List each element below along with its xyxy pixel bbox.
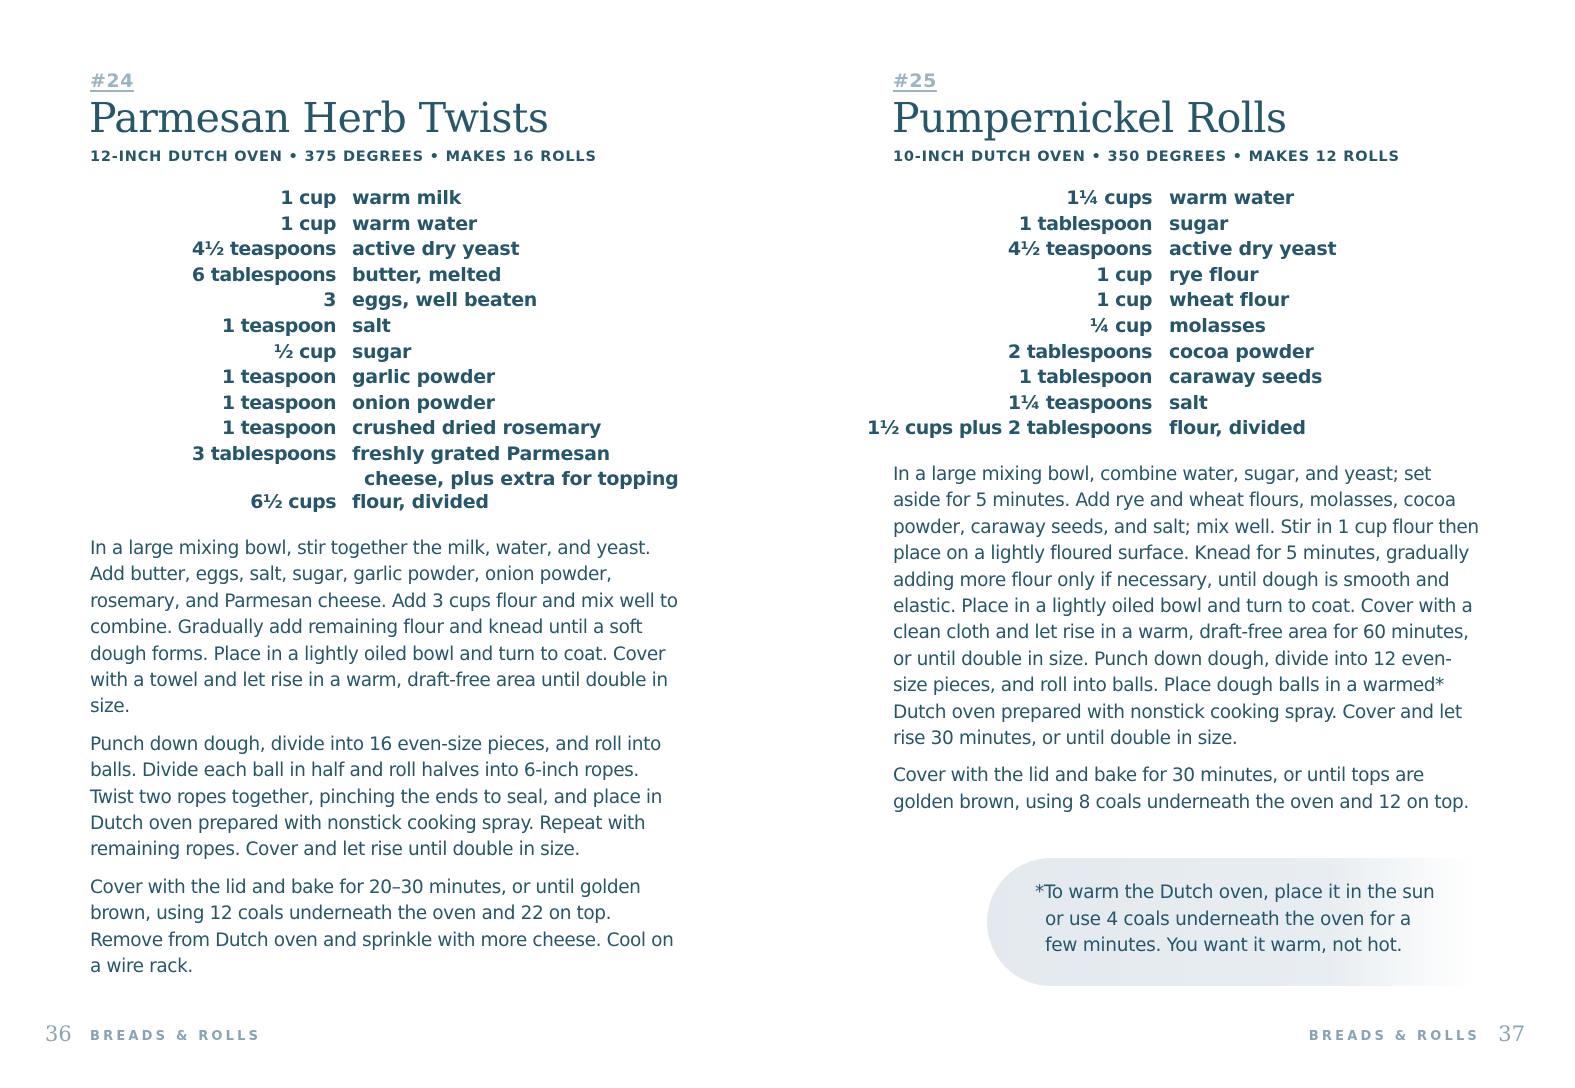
ingredient-quantity: 4½ teaspoons: [191, 238, 336, 261]
ingredient-quantity: 2 tablespoons: [1007, 340, 1152, 363]
running-head: BREADS & ROLLS: [1308, 1029, 1480, 1044]
ingredient-quantity: 1½ cups plus 2 tablespoons: [867, 417, 1152, 440]
ingredient-quantity: 3: [323, 289, 336, 312]
ingredient-name: active dry yeast: [1169, 238, 1337, 261]
ingredient-quantity: 1¼ teaspoons: [1007, 391, 1152, 414]
method-paragraph: Punch down dough, divide into 16 even-size pieces, and roll into balls. Divide each ball in half and roll halves into 6-inch ropes. Twist two ropes together, pinching the ends to seal, and place in Dutch oven prepared with nonstick cooking spray. Repeat with remaining ropes. Cover and let rise until double in size.: [90, 733, 662, 861]
footnote-line: *To warm the Dutch oven, place it in the sun: [1035, 882, 1435, 903]
ingredient-row: [787, 288, 1575, 314]
ingredient-row: [0, 288, 787, 314]
method-paragraph: In a large mixing bowl, combine water, sugar, and yeast; set aside for 5 minutes. Add rye and wheat flours, molasses, cocoa powder, caraway seeds, and salt; mix well. Stir in 1 cup flour then place on a lightly floured surface. Knead for 5 minutes, gradually adding more flour only if necessary, until dough is smooth and elastic. Place in a lightly oiled bowl and turn to coat. Cover with a clean cloth and let rise in a warm, draft-free area for 60 minutes, or until double in size. Punch down dough, divide into 12 even-size pieces, and roll into balls. Place dough balls in a warmed* Dutch oven prepared with nonstick cooking spray. Cover and let rise 30 minutes, or until double in size.: [893, 464, 1479, 750]
method-paragraph: Cover with the lid and bake for 30 minutes, or until tops are golden brown, using 8 coals underneath the oven and 12 on top.: [893, 765, 1469, 813]
ingredient-name: flour, divided: [1169, 417, 1306, 440]
ingredient-row: [0, 314, 787, 340]
ingredient-quantity: 1 teaspoon: [221, 366, 336, 389]
method-text: [893, 462, 1483, 827]
ingredient-name: sugar: [352, 340, 412, 363]
ingredient-quantity: ¼ cup: [1089, 314, 1152, 337]
method-paragraph: Cover with the lid and bake for 20–30 minutes, or until golden brown, using 12 coals underneath the oven and 22 on top. Remove from Dutch oven and sprinkle with more cheese. Cool on a wire rack.: [90, 876, 674, 978]
ingredient-name: salt: [1169, 391, 1208, 414]
ingredient-row: [787, 212, 1575, 238]
ingredient-row: [0, 442, 787, 490]
right-page: [787, 0, 1575, 1088]
ingredient-row: [0, 263, 787, 289]
ingredient-quantity: 6 tablespoons: [191, 263, 336, 286]
method-paragraph: In a large mixing bowl, stir together the milk, water, and yeast. Add butter, eggs, salt, sugar, garlic powder, onion powder, rosemary, and Parmesan cheese. Add 3 cups flour and mix well to combine. Gradually add remaining flour and knead until a soft dough forms. Place in a lightly oiled bowl and turn to coat. Cover with a towel and let rise in a warm, draft-free area until double in size.: [90, 538, 678, 718]
ingredient-row: [0, 416, 787, 442]
ingredient-name: [352, 442, 678, 491]
method-text: [90, 536, 682, 992]
ingredient-row: [787, 186, 1575, 212]
ingredient-row: [0, 186, 787, 212]
ingredient-quantity: 1 teaspoon: [221, 391, 336, 414]
ingredient-name: molasses: [1169, 314, 1266, 337]
ingredient-name-line: freshly grated Parmesan: [352, 442, 610, 465]
footnote-line: few minutes. You want it warm, not hot.: [1045, 935, 1403, 957]
ingredient-name: rye flour: [1169, 263, 1259, 286]
ingredient-row: [0, 365, 787, 391]
ingredient-quantity: 1 cup: [280, 212, 336, 235]
ingredient-quantity: 1 cup: [1096, 289, 1152, 312]
recipe-title: Pumpernickel Rolls: [892, 94, 1287, 142]
recipe-subtitle: 10-INCH DUTCH OVEN • 350 DEGREES • MAKES 12 ROLLS: [893, 149, 1400, 165]
ingredient-name: butter, melted: [352, 263, 502, 286]
ingredient-row: [787, 365, 1575, 391]
ingredient-quantity: 1¼ cups: [1066, 187, 1152, 209]
ingredient-quantity: ½ cup: [273, 340, 336, 363]
ingredient-quantity: 1 teaspoon: [221, 417, 336, 440]
ingredient-name: caraway seeds: [1169, 366, 1323, 389]
ingredient-quantity: 1 cup: [1096, 263, 1152, 286]
ingredient-quantity: 1 cup: [280, 187, 336, 209]
ingredient-list: [0, 186, 787, 516]
footnote-line: or use 4 coals underneath the oven for a: [1045, 908, 1411, 930]
ingredient-name: flour, divided: [352, 490, 489, 513]
recipe-subtitle: 12-INCH DUTCH OVEN • 375 DEGREES • MAKES 16 ROLLS: [90, 149, 597, 165]
ingredient-row: [0, 391, 787, 417]
ingredient-name: garlic powder: [352, 366, 495, 389]
ingredient-row: [787, 416, 1575, 442]
ingredient-quantity: 1 tablespoon: [1018, 366, 1152, 389]
ingredient-quantity: 1 teaspoon: [221, 314, 336, 337]
page-number: 36: [45, 1022, 72, 1046]
ingredient-name: warm water: [1169, 187, 1294, 209]
recipe-title: Parmesan Herb Twists: [89, 94, 549, 142]
ingredient-name: eggs, well beaten: [352, 289, 538, 312]
ingredient-name: onion powder: [352, 391, 495, 414]
left-page: [0, 0, 787, 1088]
running-head: BREADS & ROLLS: [90, 1029, 262, 1044]
ingredient-row: [0, 340, 787, 366]
ingredient-name: warm water: [352, 212, 477, 235]
ingredient-name: cocoa powder: [1169, 340, 1314, 363]
ingredient-row: [0, 212, 787, 238]
ingredient-name: warm milk: [352, 187, 461, 209]
ingredient-row: [0, 237, 787, 263]
footnote-text: [1035, 880, 1465, 960]
recipe-number: #25: [893, 70, 937, 92]
recipe-number: #24: [90, 70, 134, 92]
ingredient-name: crushed dried rosemary: [352, 417, 602, 440]
ingredient-name: sugar: [1169, 212, 1229, 235]
ingredient-quantity: 6½ cups: [250, 490, 336, 513]
page-number: 37: [1498, 1022, 1525, 1046]
ingredient-row: [787, 314, 1575, 340]
ingredient-name: wheat flour: [1169, 289, 1289, 312]
ingredient-row: [787, 391, 1575, 417]
ingredient-row: [787, 340, 1575, 366]
ingredient-quantity: 3 tablespoons: [191, 442, 336, 465]
ingredient-row: [0, 490, 787, 516]
ingredient-name: active dry yeast: [352, 238, 520, 261]
ingredient-list: [787, 186, 1575, 442]
ingredient-name-continued: cheese, plus extra for topping: [364, 467, 679, 490]
ingredient-row: [787, 237, 1575, 263]
footnote-callout: [987, 858, 1475, 986]
ingredient-row: [787, 263, 1575, 289]
ingredient-quantity: 1 tablespoon: [1018, 212, 1152, 235]
ingredient-quantity: 4½ teaspoons: [1007, 238, 1152, 261]
ingredient-name: salt: [352, 314, 391, 337]
